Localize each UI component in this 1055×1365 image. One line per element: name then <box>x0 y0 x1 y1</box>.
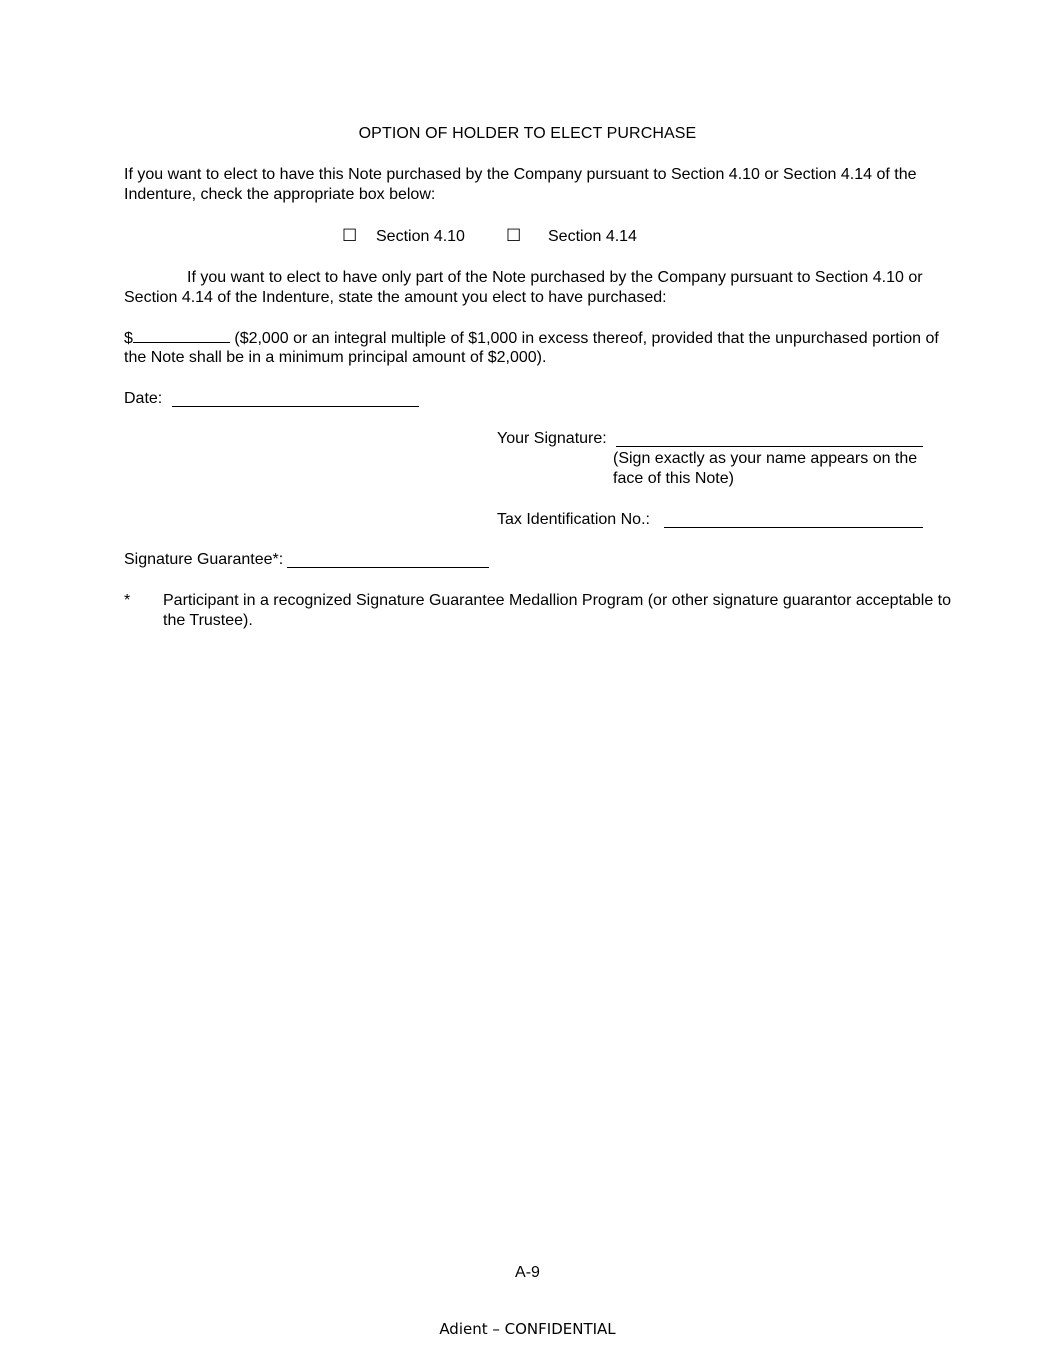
tax-id-input-line[interactable] <box>664 513 923 528</box>
page-number: A-9 <box>515 1264 540 1281</box>
guarantee-input-line[interactable] <box>287 553 489 568</box>
amount-description: ($2,000 or an integral multiple of $1,000 in excess thereof, provided that the unpurchased portion of <box>234 330 939 347</box>
option-label-section-4-14: Section 4.14 <box>548 228 637 245</box>
footnote-line-1: Participant in a recognized Signature Guarantee Medallion Program (or other signature guarantor acceptable to <box>163 592 952 609</box>
guarantee-label: Signature Guarantee*: <box>124 551 284 568</box>
intro-line-2: Indenture, check the appropriate box below: <box>124 186 436 203</box>
signature-note-line-1: (Sign exactly as your name appears on the <box>613 450 918 467</box>
tax-id-label: Tax Identification No.: <box>497 511 650 528</box>
checkbox-section-4-14[interactable]: ☐ <box>506 226 522 245</box>
confidential-footer: Adient – CONFIDENTIAL <box>439 1320 616 1338</box>
amount-line-2: the Note shall be in a minimum principal amount of $2,000). <box>124 349 547 366</box>
signature-note-line-2: face of this Note) <box>613 470 734 487</box>
partial-line-2: Section 4.14 of the Indenture, state the amount you elect to have purchased: <box>124 289 667 306</box>
amount-input-line[interactable] <box>133 328 230 343</box>
footnote-line-2: the Trustee). <box>163 612 253 629</box>
intro-line-1: If you want to elect to have this Note purchased by the Company pursuant to Section 4.10 or Section 4.14 of the <box>124 166 917 183</box>
signature-input-line[interactable] <box>616 432 923 447</box>
date-label: Date: <box>124 390 163 407</box>
document-title: OPTION OF HOLDER TO ELECT PURCHASE <box>358 125 697 142</box>
amount-line-1 <box>124 328 939 349</box>
signature-label: Your Signature: <box>497 430 607 447</box>
date-input-line[interactable] <box>172 392 419 407</box>
amount-prefix: $ <box>124 330 133 347</box>
option-label-section-4-10: Section 4.10 <box>376 228 465 245</box>
footnote-marker: * <box>124 592 131 609</box>
partial-line-1: If you want to elect to have only part of the Note purchased by the Company pursuant to Section 4.10 or <box>187 269 923 286</box>
checkbox-section-4-10[interactable]: ☐ <box>342 226 358 245</box>
